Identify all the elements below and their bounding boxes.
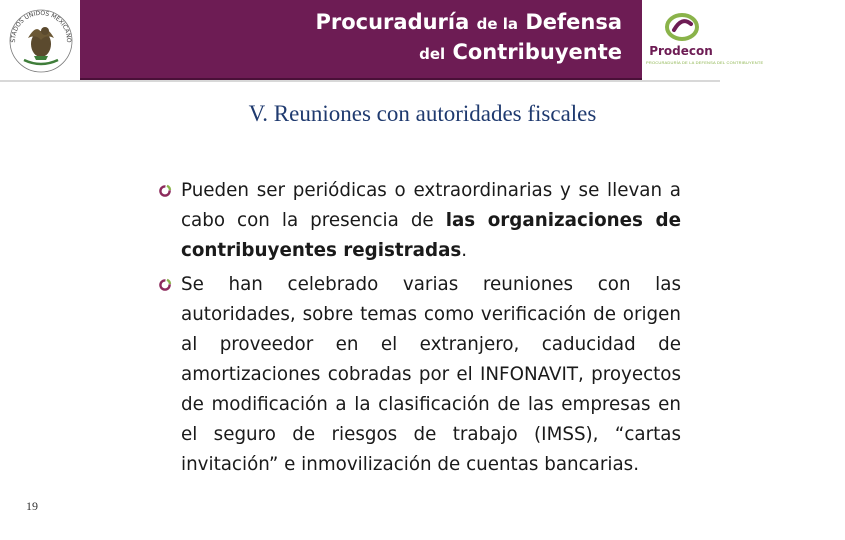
header-divider: [0, 80, 720, 82]
bullet-text: Pueden ser periódicas o extraordinarias y se llevan a cabo con la presencia de: [181, 180, 681, 231]
banner-word: Procuraduría: [315, 10, 470, 34]
bullet-text-bold: las organizaciones de contribuyentes registradas: [181, 210, 681, 261]
bullet-item: [158, 176, 681, 266]
page-number: 19: [26, 499, 38, 513]
prodecon-swirl-icon: [664, 12, 700, 42]
banner-line-2: [419, 40, 622, 64]
logo-name: Prodecon: [649, 44, 713, 58]
bullet-text-end: .: [461, 240, 468, 261]
seal-box: [0, 0, 80, 78]
mexican-seal-icon: [6, 4, 76, 74]
slide-title: V. Reuniones con autoridades fiscales: [248, 101, 597, 126]
banner-word: Contribuyente: [452, 40, 622, 64]
banner-word-small: del: [419, 45, 446, 63]
ring-bullet-icon: [158, 184, 172, 198]
seal-text: STADOS UNIDOS MEXICANO: [9, 9, 73, 43]
ring-bullet-icon: [158, 278, 172, 292]
bullet-text: Se han celebrado varias reuniones con las autoridades, sobre temas como verificación de origen al proveedor en el extranjero, caducidad de amortizaciones cobradas por el INFONAVIT, proyectos de modificación a la clasificación de las empresas en el seguro de riesgos de trabajo (IMSS), “cartas invitación” e inmovilización de cuentas bancarias.: [181, 274, 681, 475]
logo-tagline: PROCURADURÍA DE LA DEFENSA DEL CONTRIBUYENTE: [646, 60, 764, 65]
header: [0, 0, 764, 80]
banner-word: Defensa: [525, 10, 622, 34]
banner-line-1: [315, 10, 622, 34]
prodecon-logo: [642, 0, 764, 78]
bullet-list: [158, 176, 681, 484]
bullet-item: [158, 270, 681, 480]
title-banner: [80, 0, 642, 80]
banner-word-small: de la: [476, 15, 518, 33]
